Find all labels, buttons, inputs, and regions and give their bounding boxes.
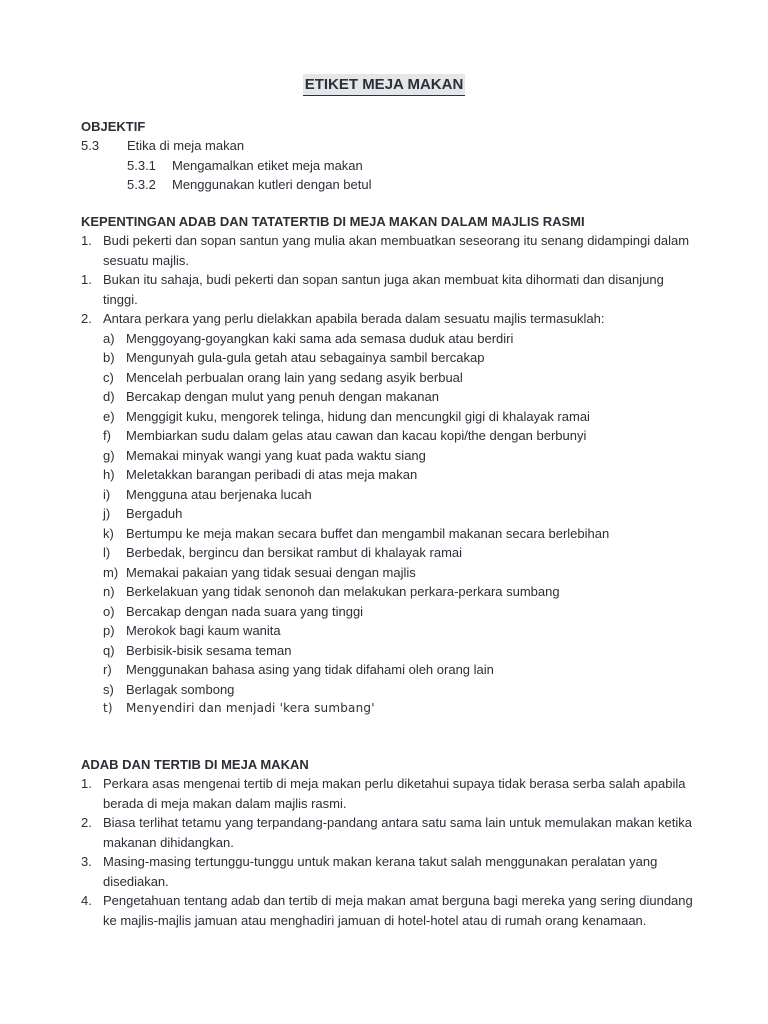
- list-item-number: 3.: [81, 854, 92, 869]
- objective-sub: [81, 175, 691, 195]
- sub-list-item: [81, 699, 691, 719]
- sub-list-item: [81, 446, 691, 466]
- list-item-number: 2.: [81, 311, 92, 326]
- adab-heading: ADAB DAN TERTIB DI MEJA MAKAN: [81, 757, 309, 772]
- objective-text: Etika di meja makan: [127, 138, 245, 153]
- sub-list-item: [81, 563, 691, 583]
- sub-list-item: [81, 641, 691, 661]
- sub-list-item: [81, 329, 691, 349]
- list-item-text: Antara perkara yang perlu dielakkan apabila berada dalam sesuatu majlis termasuklah:: [103, 311, 605, 326]
- list-item: [81, 309, 691, 329]
- objective-sub-text: Menggunakan kutleri dengan betul: [172, 177, 372, 192]
- sub-list-letter: i): [103, 486, 111, 502]
- sub-list-text: Bercakap dengan mulut yang penuh dengan makanan: [126, 389, 439, 404]
- sub-list-text: Menggoyang-goyangkan kaki sama ada semasa duduk atau berdiri: [126, 330, 514, 346]
- sub-list-letter: h): [103, 467, 115, 482]
- sub-list-text: Bercakap dengan nada suara yang tinggi: [126, 603, 364, 619]
- sub-list-item: [81, 524, 691, 544]
- list-item-text: Budi pekerti dan sopan santun yang mulia akan membuatkan seseorang itu senang didampingi dalam sesuatu majlis.: [103, 233, 690, 268]
- section-objektif: [81, 117, 691, 195]
- sub-list-text: Mengunyah gula-gula getah atau sebagainya sambil bercakap: [126, 350, 485, 365]
- list-item-number: 4.: [81, 893, 92, 908]
- list-item: [81, 774, 691, 813]
- sub-list-item: [81, 660, 691, 680]
- list-item-text: Perkara asas mengenai tertib di meja makan perlu diketahui supaya tidak berasa serba salah apabila berada di meja makan dalam majlis rasmi.: [103, 776, 686, 811]
- sub-list-text: Memakai pakaian yang tidak sesuai dengan majlis: [126, 564, 416, 580]
- sub-list-item: [81, 407, 691, 427]
- sub-list-text: Menyendiri dan menjadi 'kera sumbang': [126, 701, 375, 715]
- sub-list-text: Mengguna atau berjenaka lucah: [126, 486, 312, 502]
- list-item-text: Bukan itu sahaja, budi pekerti dan sopan santun juga akan membuat kita dihormati dan disanjung tinggi.: [103, 272, 664, 307]
- sub-list-text: Memakai minyak wangi yang kuat pada waktu siang: [126, 447, 426, 463]
- document-title: ETIKET MEJA MAKAN: [303, 74, 466, 96]
- sub-list-item: [81, 621, 691, 641]
- sub-list-letter: m): [103, 564, 119, 580]
- sub-list-letter: p): [103, 623, 115, 638]
- sub-list-letter: o): [103, 603, 115, 619]
- sub-list-text: Membiarkan sudu dalam gelas atau cawan dan kacau kopi/the dengan berbunyi: [126, 428, 587, 443]
- sub-list-text: Bergaduh: [126, 506, 183, 521]
- sub-list-item: [81, 485, 691, 505]
- sub-list-text: Berbisik-bisik sesama teman: [126, 642, 292, 658]
- sub-list-text: Berlagak sombong: [126, 681, 235, 697]
- sub-list-text: Menggunakan bahasa asing yang tidak difahami oleh orang lain: [126, 662, 494, 677]
- sub-list-letter: t): [103, 701, 113, 715]
- kepentingan-heading: KEPENTINGAN ADAB DAN TATATERTIB DI MEJA MAKAN DALAM MAJLIS RASMI: [81, 214, 585, 229]
- sub-list-item: [81, 504, 691, 524]
- objective-sub-number: 5.3.1: [127, 157, 156, 173]
- document-title-wrap: [0, 74, 768, 96]
- sub-list-text: Menggigit kuku, mengorek telinga, hidung dan mencungkil gigi di khalayak ramai: [126, 408, 590, 424]
- sub-list-letter: a): [103, 330, 115, 346]
- objective-number: 5.3: [81, 138, 100, 153]
- list-item: [81, 813, 691, 852]
- sub-list-item: [81, 680, 691, 700]
- sub-list-item: [81, 465, 691, 485]
- sub-list-text: Bertumpu ke meja makan secara buffet dan mengambil makanan secara berlebihan: [126, 525, 610, 541]
- sub-list-letter: q): [103, 642, 115, 658]
- sub-list-letter: b): [103, 350, 115, 365]
- sub-list-text: Berkelakuan yang tidak senonoh dan melakukan perkara-perkara sumbang: [126, 584, 560, 599]
- section-adab: [81, 755, 691, 930]
- sub-list-text: Mencelah perbualan orang lain yang sedang asyik berbual: [126, 369, 463, 385]
- list-item: [81, 891, 691, 930]
- sub-list-item: [81, 387, 691, 407]
- list-item: [81, 270, 691, 309]
- list-item: [81, 231, 691, 270]
- sub-list-letter: g): [103, 447, 115, 463]
- sub-list-item: [81, 543, 691, 563]
- sub-list-item: [81, 348, 691, 368]
- sub-list-letter: r): [103, 662, 112, 677]
- sub-list-item: [81, 368, 691, 388]
- list-item-text: Biasa terlihat tetamu yang terpandang-pandang antara satu sama lain untuk memulakan makan ketika makanan dihidangkan.: [103, 815, 692, 850]
- sub-list-item: [81, 426, 691, 446]
- list-item-number: 1.: [81, 776, 92, 791]
- list-item-number: 1.: [81, 272, 92, 287]
- sub-list-item: [81, 582, 691, 602]
- sub-list-letter: n): [103, 584, 115, 599]
- sub-list-letter: k): [103, 525, 114, 541]
- list-item-number: 2.: [81, 815, 92, 830]
- objective-main: [81, 136, 691, 156]
- sub-list-letter: c): [103, 369, 114, 385]
- sub-list-letter: f): [103, 428, 111, 443]
- list-item-text: Pengetahuan tentang adab dan tertib di meja makan amat berguna bagi mereka yang sering diundang ke majlis-majlis jamuan atau menghadiri jamuan di hotel-hotel atau di rumah orang kenamaan.: [103, 893, 693, 928]
- objective-sub: [81, 156, 691, 176]
- sub-list-letter: j): [103, 506, 111, 521]
- objektif-heading: OBJEKTIF: [81, 119, 146, 134]
- sub-list-item: [81, 602, 691, 622]
- sub-list-letter: e): [103, 408, 115, 424]
- objective-sub-text: Mengamalkan etiket meja makan: [172, 157, 363, 173]
- sub-list-text: Berbedak, bergincu dan bersikat rambut di khalayak ramai: [126, 545, 463, 560]
- list-item-text: Masing-masing tertunggu-tunggu untuk makan kerana takut salah menggunakan peralatan yang disediakan.: [103, 854, 658, 889]
- sub-list-letter: s): [103, 681, 114, 697]
- sub-list-text: Meletakkan barangan peribadi di atas meja makan: [126, 467, 418, 482]
- list-item-number: 1.: [81, 233, 92, 248]
- sub-list-text: Merokok bagi kaum wanita: [126, 623, 281, 638]
- sub-list-letter: d): [103, 389, 115, 404]
- objective-sub-number: 5.3.2: [127, 177, 156, 192]
- sub-list-letter: l): [103, 545, 111, 560]
- section-kepentingan: [81, 212, 691, 719]
- list-item: [81, 852, 691, 891]
